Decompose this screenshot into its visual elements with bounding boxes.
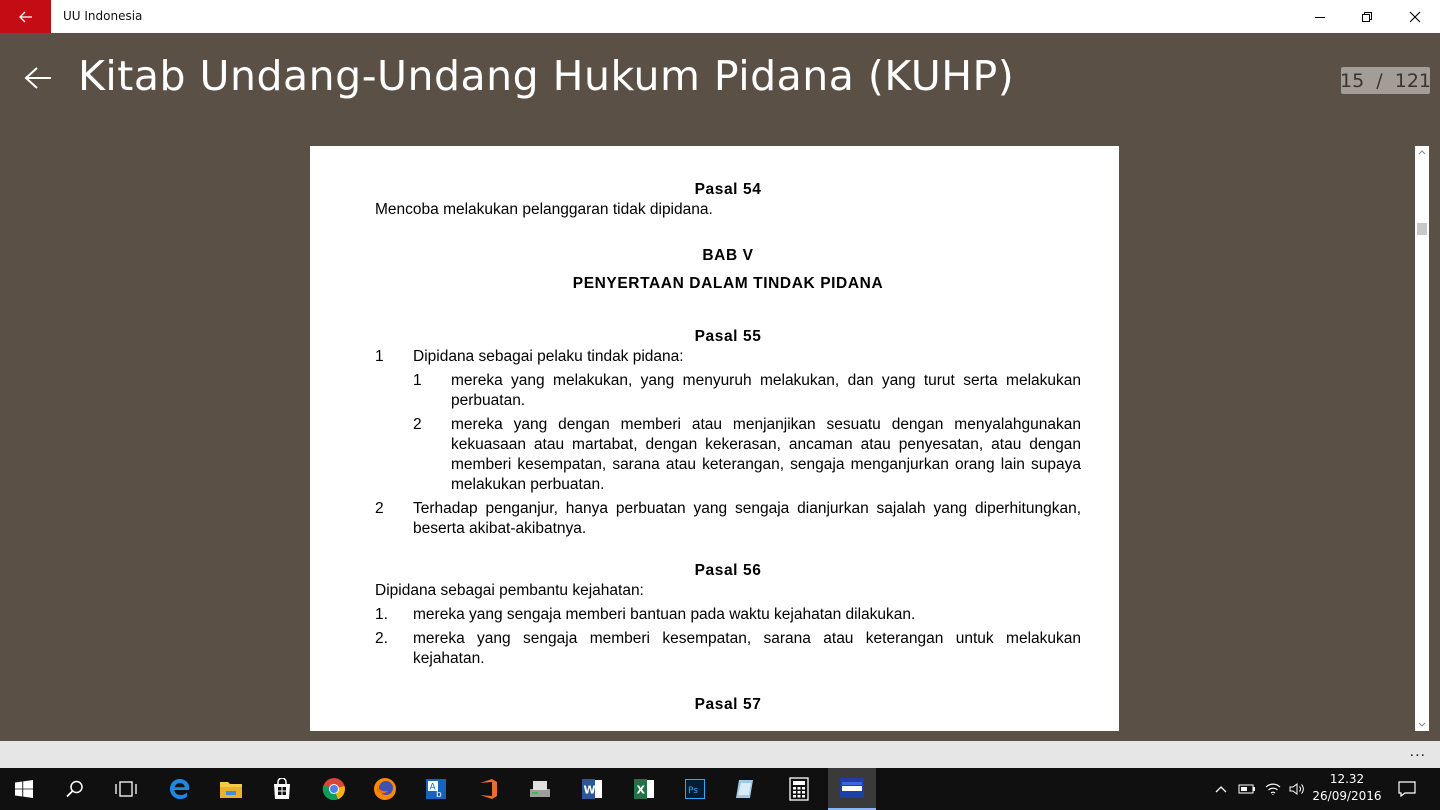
- list-item: [375, 499, 1081, 539]
- scanner-icon: [528, 777, 552, 801]
- list-item: [375, 605, 1081, 625]
- app-back-button[interactable]: [22, 62, 54, 94]
- list-item: [375, 347, 1081, 367]
- volume-button[interactable]: [1286, 768, 1308, 810]
- pasal-54-text: Mencoba melakukan pelanggaran tidak dipidana.: [375, 201, 713, 218]
- list-text: Dipidana sebagai pelaku tindak pidana:: [413, 348, 684, 365]
- firefox-app[interactable]: [361, 768, 409, 810]
- task-view-button[interactable]: [102, 768, 150, 810]
- pasal-56-intro: Dipidana sebagai pembantu kejahatan:: [375, 582, 644, 599]
- photoshop-app[interactable]: [671, 768, 719, 810]
- list-number: 1: [413, 372, 422, 389]
- svg-text:X: X: [636, 783, 645, 797]
- document-content: [375, 180, 1081, 715]
- scroll-thumb[interactable]: [1417, 223, 1427, 235]
- start-icon: [15, 780, 33, 798]
- svg-text:A: A: [429, 782, 436, 793]
- pasal-57-heading: Pasal 57: [694, 696, 762, 713]
- bab-number: BAB V: [702, 247, 754, 264]
- svg-text:b: b: [436, 790, 442, 800]
- firefox-icon: [373, 777, 397, 801]
- list-item: [413, 371, 1081, 411]
- svg-text:W: W: [583, 783, 596, 797]
- translator-icon: [424, 777, 448, 801]
- page-counter: 15 / 121: [1341, 67, 1430, 94]
- word-icon: [580, 777, 604, 801]
- close-icon: [1409, 11, 1421, 23]
- bab-title: PENYERTAAN DALAM TINDAK PIDANA: [572, 275, 884, 292]
- svg-text:Ps: Ps: [688, 786, 698, 796]
- calculator-icon: [789, 777, 809, 801]
- list-number: 2: [375, 500, 384, 517]
- list-text: Terhadap penganjur, hanya perbuatan yang sengaja dianjurkan sajalah yang diperhitungkan, beserta akibat-akibatnya.: [413, 500, 1081, 537]
- scroll-up-button[interactable]: [1415, 146, 1429, 158]
- vertical-scrollbar[interactable]: [1415, 146, 1429, 731]
- window-back-button[interactable]: [0, 0, 51, 33]
- minimize-button[interactable]: [1297, 0, 1343, 33]
- notes-app[interactable]: [722, 768, 770, 810]
- window-title: UU Indonesia: [63, 9, 143, 23]
- notification-icon: [1398, 781, 1416, 797]
- start-button[interactable]: [0, 768, 48, 810]
- notes-icon: [734, 777, 758, 801]
- list-text: mereka yang sengaja memberi kesempatan, sarana atau keterangan untuk melakukan kejahatan.: [413, 630, 1081, 667]
- list-item: [375, 629, 1081, 669]
- document-page[interactable]: [310, 146, 1119, 731]
- chrome-icon: [322, 777, 346, 801]
- search-icon: [66, 780, 84, 798]
- minimize-icon: [1314, 11, 1326, 23]
- list-text: mereka yang melakukan, yang menyuruh melakukan, dan yang turut serta melakukan perbuatan.: [451, 372, 1081, 409]
- chevron-down-icon: [1418, 722, 1426, 728]
- restore-button[interactable]: [1344, 0, 1390, 33]
- office-icon: [476, 777, 500, 801]
- network-button[interactable]: [1262, 768, 1284, 810]
- battery-button[interactable]: [1236, 768, 1258, 810]
- list-text: mereka yang sengaja memberi bantuan pada waktu kejahatan dilakukan.: [413, 606, 916, 623]
- app-bar: [0, 741, 1440, 768]
- chevron-up-icon: [1215, 785, 1227, 793]
- pasal-56-heading: Pasal 56: [694, 562, 762, 579]
- window-titlebar: [0, 0, 1440, 33]
- pasal-54-heading: Pasal 54: [694, 181, 762, 198]
- list-item: [413, 415, 1081, 495]
- task-view-icon: [115, 781, 137, 797]
- office-app[interactable]: [464, 768, 512, 810]
- scroll-down-button[interactable]: [1415, 719, 1429, 731]
- list-text: mereka yang dengan memberi atau menjanjikan sesuatu dengan menyalahgunakan kekuasaan atau martabat, dengan kekerasan, ancaman atau penyesatan, atau dengan memberi kesempatan, sarana atau keterangan, sengaja menganjurkan orang lain supaya melakukan perbuatan.: [451, 416, 1081, 493]
- page-title: Kitab Undang-Undang Hukum Pidana (KUHP): [78, 52, 1015, 100]
- store-icon: [271, 778, 293, 800]
- back-arrow-icon: [24, 66, 52, 90]
- clock-date: 26/09/2016: [1312, 789, 1382, 803]
- uu-indonesia-app[interactable]: [828, 768, 876, 810]
- speaker-icon: [1289, 782, 1305, 796]
- restore-icon: [1361, 11, 1373, 23]
- back-arrow-icon: [19, 11, 33, 23]
- close-button[interactable]: [1392, 0, 1438, 33]
- word-app[interactable]: [568, 768, 616, 810]
- uu-indonesia-icon: [839, 777, 865, 799]
- list-number: 1: [375, 348, 384, 365]
- more-options-button[interactable]: ...: [1409, 743, 1426, 760]
- chrome-app[interactable]: [310, 768, 358, 810]
- list-number: 1.: [375, 606, 388, 623]
- scanner-app[interactable]: [516, 768, 564, 810]
- chevron-up-icon: [1418, 149, 1426, 155]
- excel-app[interactable]: [620, 768, 668, 810]
- translator-app[interactable]: [412, 768, 460, 810]
- taskbar: [0, 768, 1440, 810]
- show-hidden-icons-button[interactable]: [1212, 768, 1230, 810]
- edge-icon: [168, 777, 192, 801]
- file-explorer-icon: [219, 779, 243, 799]
- battery-icon: [1238, 783, 1256, 795]
- photoshop-icon: [684, 778, 706, 800]
- clock-time: 12.32: [1329, 772, 1365, 786]
- list-number: 2: [413, 416, 422, 433]
- action-center-button[interactable]: [1392, 768, 1422, 810]
- pasal-55-heading: Pasal 55: [694, 328, 762, 345]
- calculator-app[interactable]: [775, 768, 823, 810]
- file-explorer-app[interactable]: [207, 768, 255, 810]
- list-number: 2.: [375, 630, 388, 647]
- search-button[interactable]: [51, 768, 99, 810]
- taskbar-clock[interactable]: [1308, 771, 1386, 805]
- wifi-icon: [1265, 782, 1281, 796]
- edge-app[interactable]: [156, 768, 204, 810]
- excel-icon: [632, 777, 656, 801]
- store-app[interactable]: [258, 768, 306, 810]
